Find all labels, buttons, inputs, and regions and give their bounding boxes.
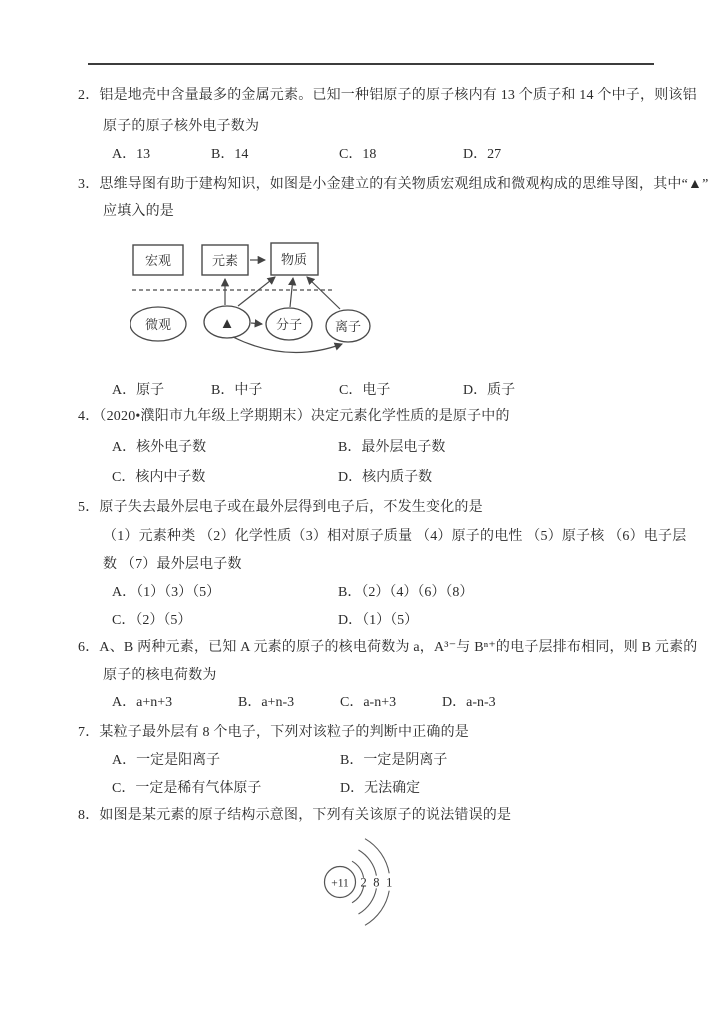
question-5-line-3: 数 （7）最外层电子数 bbox=[103, 557, 242, 572]
shell-arc-3-top bbox=[365, 839, 389, 874]
question-7-option-a: A．一定是阳离子 bbox=[112, 753, 221, 768]
question-5-option-c: C．（2）（5） bbox=[112, 613, 192, 628]
question-3-line-1: 3．思维导图有助于建构知识，如图是小金建立的有关物质宏观组成和微观构成的思维导图，其中“▲” bbox=[78, 177, 709, 192]
question-5-line-2: （1）元素种类 （2）化学性质（3）相对原子质量 （4）原子的电性 （5）原子核 （6）电子层 bbox=[103, 529, 687, 544]
arrow-ion-to-substance bbox=[307, 277, 340, 309]
nucleus-charge: +11 bbox=[331, 877, 349, 890]
shell-1-electron-count: 2 bbox=[360, 875, 367, 890]
question-2-option-b: B．14 bbox=[211, 147, 249, 162]
shell-2-electron-count: 8 bbox=[373, 875, 380, 890]
element-label: 元素 bbox=[211, 253, 239, 268]
question-3-option-a: A．原子 bbox=[112, 383, 165, 398]
question-4-line-1: 4．（2020•濮阳市九年级上学期期末）决定元素化学性质的是原子中的 bbox=[78, 409, 510, 424]
question-5-line-1: 5．原子失去最外层电子或在最外层得到电子后，不发生变化的是 bbox=[78, 500, 483, 515]
question-5-option-a: A．（1）（3）（5） bbox=[112, 585, 221, 600]
question-7-option-d: D．无法确定 bbox=[340, 781, 421, 796]
question-8-line-1: 8．如图是某元素的原子结构示意图，下列有关该原子的说法错误的是 bbox=[78, 808, 512, 823]
question-6-line-2: 原子的核电荷数为 bbox=[103, 668, 217, 683]
mindmap-diagram bbox=[130, 236, 380, 376]
question-7-option-c: C．一定是稀有气体原子 bbox=[112, 781, 262, 796]
macro-label: 宏观 bbox=[144, 253, 172, 268]
question-5-option-b: B．（2）（4）（6）（8） bbox=[338, 585, 474, 600]
arrow-blank-to-molecule bbox=[251, 323, 262, 324]
question-6-option-c: C．a-n+3 bbox=[340, 695, 397, 710]
question-2-line-2: 原子的原子核外电子数为 bbox=[103, 119, 260, 134]
question-6-option-a: A．a+n+3 bbox=[112, 695, 173, 710]
question-4-option-c: C．核内中子数 bbox=[112, 470, 206, 485]
question-7-option-b: B．一定是阴离子 bbox=[340, 753, 448, 768]
question-2-line-1: 2．铝是地壳中含量最多的金属元素。已知一种铝原子的原子核内有 13 个质子和 14 个中子，则该铝 bbox=[78, 88, 697, 103]
atomic-structure-diagram bbox=[312, 835, 422, 940]
molecule-label: 分子 bbox=[275, 317, 303, 332]
question-6-line-1: 6．A、B 两种元素，已知 A 元素的原子的核电荷数为 a，A³⁻与 Bⁿ⁺的电子层排布相同，则 B 元素的 bbox=[78, 640, 698, 655]
question-4-option-d: D．核内质子数 bbox=[338, 470, 433, 485]
arrow-molecule-to-substance bbox=[290, 278, 293, 307]
question-3-option-b: B．中子 bbox=[211, 383, 263, 398]
arrow-blank-to-substance bbox=[238, 277, 275, 306]
question-6-option-d: D．a-n-3 bbox=[442, 695, 496, 710]
question-6-option-b: B．a+n-3 bbox=[238, 695, 295, 710]
ion-label: 离子 bbox=[334, 319, 362, 334]
micro-label: 微观 bbox=[144, 317, 172, 332]
question-2-option-d: D．27 bbox=[463, 147, 502, 162]
shell-3-electron-count: 1 bbox=[386, 875, 393, 890]
question-2-option-a: A．13 bbox=[112, 147, 151, 162]
shell-arc-3-bottom bbox=[365, 891, 389, 926]
question-2-option-c: C．18 bbox=[339, 147, 377, 162]
substance-label: 物质 bbox=[280, 252, 308, 267]
question-4-option-a: A．核外电子数 bbox=[112, 440, 207, 455]
question-3-option-c: C．电子 bbox=[339, 383, 391, 398]
question-3-option-d: D．质子 bbox=[463, 383, 516, 398]
question-3-line-2: 应填入的是 bbox=[103, 204, 174, 219]
question-7-line-1: 7．某粒子最外层有 8 个电子，下列对该粒子的判断中正确的是 bbox=[78, 725, 469, 740]
question-4-option-b: B．最外层电子数 bbox=[338, 440, 446, 455]
question-5-option-d: D．（1）（5） bbox=[338, 613, 419, 628]
triangle-placeholder-icon: ▲ bbox=[219, 316, 235, 332]
top-divider bbox=[88, 63, 654, 65]
